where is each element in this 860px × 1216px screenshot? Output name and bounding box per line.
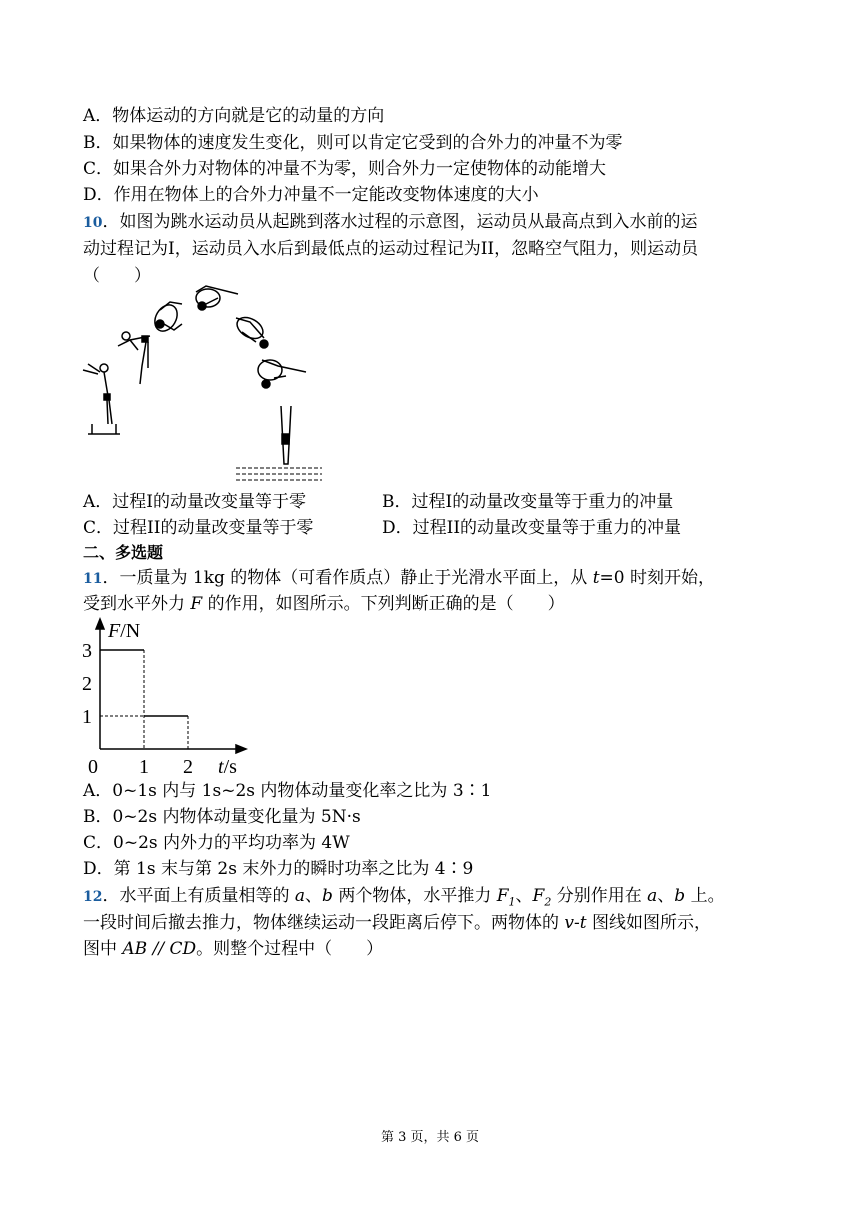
q10-option-b: B．过程I的动量改变量等于重力的冲量 [382,492,674,512]
q11-option-d: D．第 1s 末与第 2s 末外力的瞬时功率之比为 4∶9 [83,859,474,879]
x-tick-2: 2 [183,756,193,778]
x-axis-label: t/s [218,756,237,778]
q12-text-1b: 两个物体，水平推力 [332,886,497,906]
diver-2 [118,332,150,384]
q11-text-2b: 的作用，如图所示。下列判断正确的是（ ） [202,594,565,614]
q10-option-c: C．过程II的动量改变量等于零 [83,518,314,538]
q12-number: 12 [83,889,103,905]
q10-option-a: A．过程I的动量改变量等于零 [83,492,306,512]
q12-var-vt: v-t [564,913,587,933]
y-tick-2: 2 [82,673,92,695]
q11-option-a: A．0~1s 内与 1s~2s 内物体动量变化率之比为 3∶1 [83,781,492,801]
diving-platform [88,424,120,434]
q10-line3: （ ） [83,266,151,286]
q12-sub-1: 1 [508,895,516,909]
diver-4 [196,286,238,310]
diver-5 [233,313,268,348]
q12-text-2a: 一段时间后撤去推力，物体继续运动一段距离后停下。两物体的 [83,913,565,933]
q12-var-F1: F [496,886,509,906]
q11-text-1a: ．一质量为 1kg 的物体（可看作质点）静止于光滑水平面上，从 [102,568,593,588]
q12-text-1e: 、 [657,886,675,906]
force-time-chart [78,615,268,780]
y-axis-arrow [96,619,104,629]
diver-standing [83,364,112,424]
y-axis-label: F/N [108,620,141,642]
q12-text-2b: 图线如图所示， [586,913,711,933]
q9-option-a: A．物体运动的方向就是它的动量的方向 [83,106,385,126]
y-tick-3: 3 [82,640,92,662]
q11-var-t: t [592,568,600,588]
section-title-multiple-choice: 二、多选题 [83,543,164,562]
q9-option-c: C．如果合外力对物体的冲量不为零，则合外力一定使物体的动能增大 [83,159,607,179]
q12-sep: 、 [305,886,323,906]
q12-sub-2: 2 [544,895,552,909]
q12-line1 [83,884,725,914]
q11-text-2a: 受到水平外力 [83,594,191,614]
origin-label: 0 [88,756,98,778]
q12-var-a2: a [647,886,658,906]
q11-var-F: F [190,594,203,614]
q12-var-a: a [294,886,306,906]
q10-line1 [83,210,697,235]
q11-option-b: B．0~2s 内物体动量变化量为 5N·s [83,807,361,827]
q10-option-d: D．过程II的动量改变量等于重力的冲量 [382,518,682,538]
q11-number: 11 [83,571,103,587]
q12-text-1a: ．水平面上有质量相等的 [102,886,295,906]
q11-line2 [83,592,565,616]
water-surface [236,468,322,480]
q11-line1 [83,566,715,591]
q12-line2 [83,911,711,935]
q12-var-b2: b [674,886,686,906]
diver-3 [150,301,182,335]
x-axis-arrow [236,745,246,753]
q10-line2: 动过程记为I，运动员入水后到最低点的运动过程记为II，忽略空气阻力，则运动员 [83,239,699,259]
q12-text-1f: 上。 [685,886,725,906]
diver-6 [258,360,306,388]
q11-option-c: C．0~2s 内外力的平均功率为 4W [83,833,350,853]
q9-option-d: D．作用在物体上的合外力冲量不一定能改变物体速度的大小 [83,185,539,205]
y-tick-1: 1 [82,706,92,728]
q12-text-1c: 、 [515,886,533,906]
q12-var-b: b [322,886,333,906]
q9-option-b: B．如果物体的速度发生变化，则可以肯定它受到的合外力的冲量不为零 [83,133,623,153]
diving-diagram [78,284,338,490]
q12-parallel: // [147,939,170,959]
q10-text-1: ．如图为跳水运动员从起跳到落水过程的示意图，运动员从最高点到入水前的运 [102,212,698,232]
q12-text-3b: 。则整个过程中（ ） [196,939,384,959]
x-tick-1: 1 [139,756,149,778]
q12-line3 [83,937,383,961]
q12-text-3a: 图中 [83,939,123,959]
q12-text-1d: 分别作用在 [551,886,648,906]
q12-var-F2: F [532,886,545,906]
diver-entering-water [281,406,291,464]
q12-var-CD: CD [169,939,197,959]
q12-var-AB: AB [122,939,148,959]
q11-text-1b: =0 时刻开始， [599,568,716,588]
q10-number: 10 [83,215,103,231]
page-footer: 第 3 页，共 6 页 [380,1130,480,1145]
